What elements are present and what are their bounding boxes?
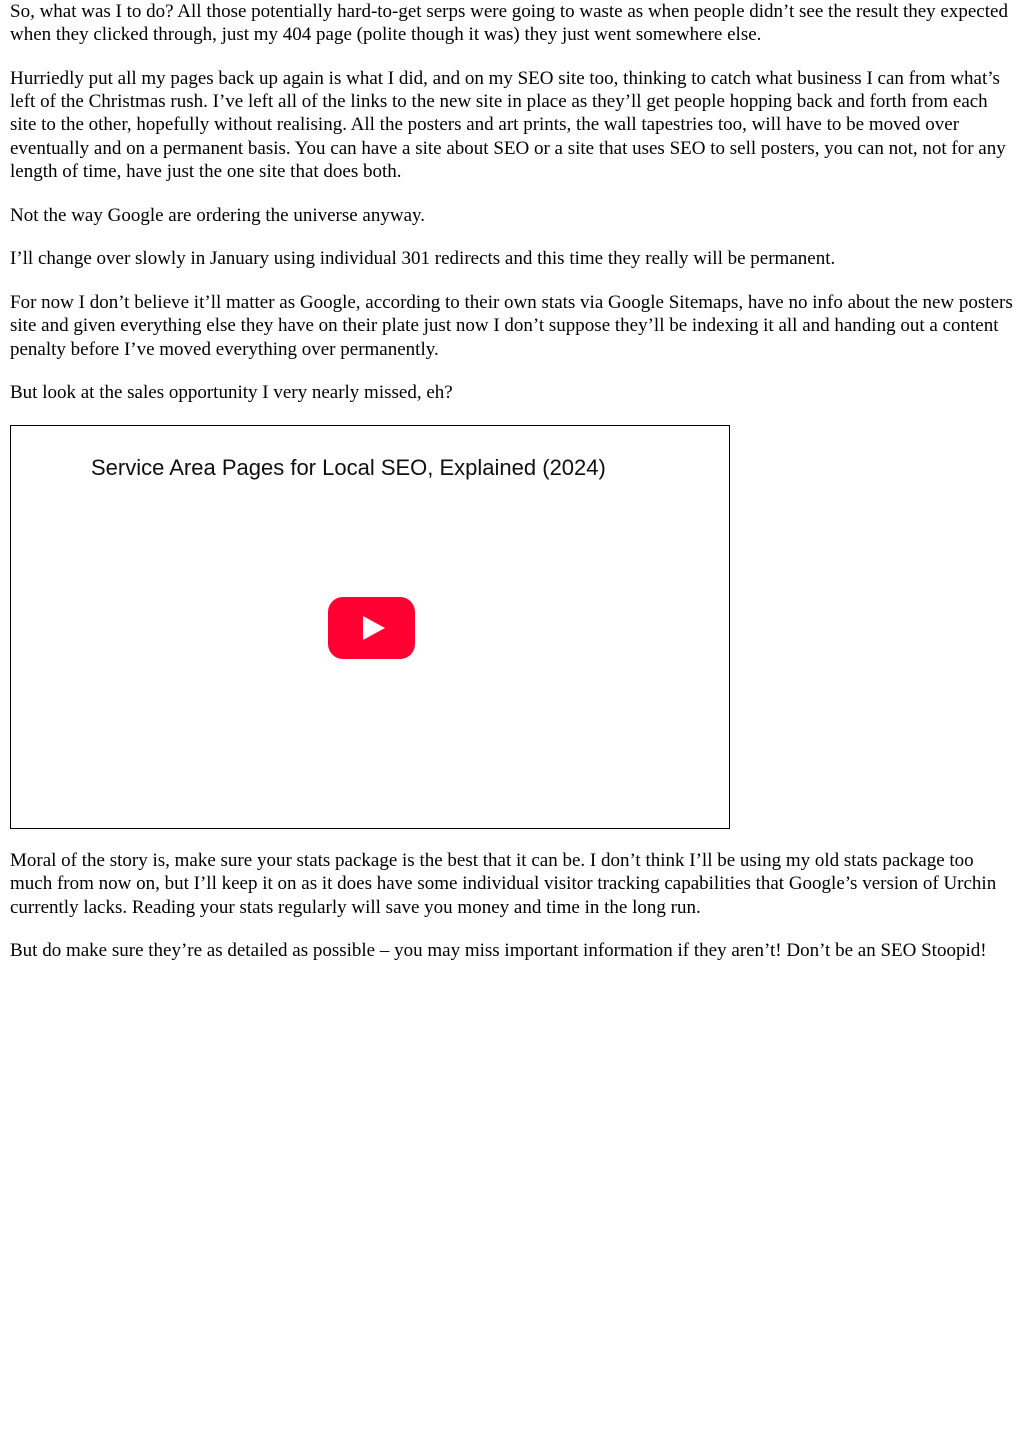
play-button[interactable] (328, 597, 415, 659)
paragraph: But do make sure they’re as detailed as possible – you may miss important information if they aren’t! Don’t be an SEO Stoopid! (10, 940, 987, 962)
paragraph: Hurriedly put all my pages back up again is what I did, and on my SEO site too, thinking to catch what business I can from what’s left of the Christmas rush. I’ve left all of the links to the new site in place as they’ll get people hopping back and forth from each site to the other, hopefully without realising. All the posters and art prints, the wall tapestries too, will have to be moved over eventually and on a permanent basis. You can have a site about SEO or a site that uses SEO to sell posters, you can not, not for any length of time, have just the one site that does both. (10, 68, 1006, 182)
video-embed[interactable] (10, 425, 730, 829)
video-title[interactable]: Service Area Pages for Local SEO, Explained (2024) (91, 455, 606, 481)
youtube-play-icon[interactable] (328, 597, 415, 659)
paragraph: Not the way Google are ordering the universe anyway. (10, 204, 426, 226)
article-body (10, 0, 1014, 983)
paragraph: So, what was I to do? All those potentially hard-to-get serps were going to waste as when people didn’t see the result they expected when they clicked through, just my 404 page (polite though it was) they just went somewhere else. (10, 1, 1008, 46)
paragraph: Moral of the story is, make sure your stats package is the best that it can be. I don’t think I’ll be using my old stats package too much from now on, but I’ll keep it on as it does have some individual visitor tracking capabilities that Google’s version of Urchin currently lacks. Reading your stats regularly will save you money and time in the long run. (10, 850, 997, 918)
paragraph: For now I don’t believe it’ll matter as Google, according to their own stats via Google Sitemaps, have no info about the new posters site and given everything else they have on their plate just now I don’t suppose they’ll be indexing it all and handing out a content penalty before I’ve moved everything over permanently. (10, 292, 1013, 360)
paragraph: I’ll change over slowly in January using individual 301 redirects and this time they really will be permanent. (10, 248, 836, 270)
paragraph: But look at the sales opportunity I very nearly missed, eh? (10, 382, 453, 404)
